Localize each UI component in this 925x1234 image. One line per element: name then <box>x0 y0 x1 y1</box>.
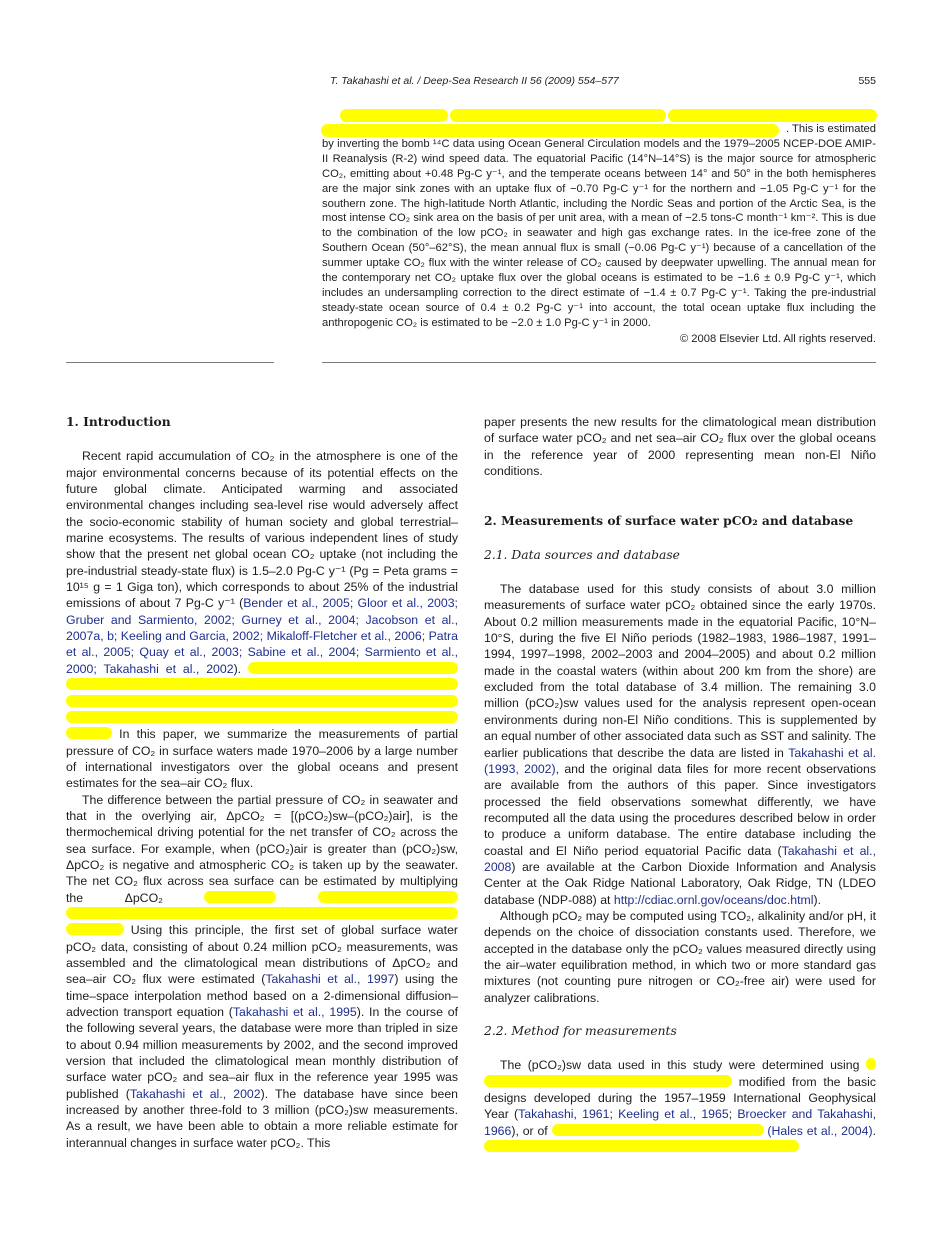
citation-takahashi-2008[interactable]: Takahashi et al., 2008 <box>484 843 876 874</box>
running-title: T. Takahashi et al. / Deep-Sea Research II 56 (2009) 554–577 <box>330 75 619 87</box>
abstract-line1: . This is estimated <box>786 123 876 135</box>
section-2-title: 2. Measurements of surface water pCO₂ and database <box>484 513 854 529</box>
redaction-highlight <box>552 1124 764 1136</box>
subsection-2-2-title: 2.2. Method for measurements <box>484 1024 677 1038</box>
redaction-highlight <box>66 907 458 919</box>
redaction-highlight <box>66 923 124 935</box>
abstract-rule-right <box>322 362 876 363</box>
abstract-rule-left <box>66 362 274 363</box>
citation-takahashi-1995[interactable]: Takahashi et al., 1995 <box>232 1005 357 1020</box>
data-sources-paragraph: The database used for this study consists of about 3.0 million measurements of surface water pCO₂ obtained since the early 1970s. About 0.2 million measurements made in the equatorial Pacific, 10°N–10°S, during the five El Niño periods (1982–1983, 1986–1987, 1991–1994, 1997–1998, 2002–2003 and 2004–2005) and about 0.2 million made in the coastal waters (within about 200 km from the shore) are excluded from the total database of 3.4 million. The remaining 3.0 million (pCO₂)sw values used for the analysis represent open-ocean environments during non-El Niño conditions. This is supplemented by an equal number of other associated data such as SST and salinity. The earlier publications that describe the data are listed in Takahashi et al. (1993, 2002), and the original data files for more recent observations are available from the authors of this paper. Since investigators processed the field observations somewhat differently, we have recomputed all the data using the procedures described below in order to produce a uniform database. The entire database including the coastal and El Niño period equatorial Pacific data (Takahashi et al., 2008) are available at the Carbon Dioxide Information and Analysis Center at the Oak Ridge National Laboratory, Oak Ridge, TN (LDEO database (NDP-088) at http://cdiac.ornl.gov/oceans/doc.html). <box>484 582 876 907</box>
redaction-highlight <box>66 727 112 739</box>
citation-takahashi-1993-2002[interactable]: Takahashi et al. (1993, 2002) <box>484 745 876 776</box>
abstract <box>322 108 876 347</box>
citation-takahashi-1997[interactable]: Takahashi et al., 1997 <box>265 972 395 987</box>
citation-list[interactable]: Bender et al., 2005; Gloor et al., 2003; Gruber and Sarmiento, 2002; Gurney et al., 2004; Jacobson et al., 2007a, b; Keeling and Garcia, 2002; Mikaloff-Fletcher et al., 2006; Patra et al., 2005; Quay et al., 2003; Sabine et al., 2004; Sarmiento et al., 2000; Takahashi et al., 2002 <box>66 596 458 676</box>
citation-keeling-1965[interactable]: Keeling et al., 1965 <box>618 1107 729 1122</box>
cdiac-link[interactable]: http://cdiac.ornl.gov/oceans/doc.html <box>613 892 814 907</box>
redaction-highlight <box>66 711 458 723</box>
intro-paragraph-continued: paper presents the new results for the climatological mean distribution of surface water pCO₂ and net sea–air CO₂ flux over the global oceans in the reference year of 2000 representing mean non-El Niño conditions. <box>484 415 876 479</box>
redaction-highlight <box>318 891 458 903</box>
redaction-highlight <box>204 891 276 903</box>
redaction-highlight <box>866 1058 876 1070</box>
redaction-highlight <box>248 662 458 674</box>
citation-takahashi-1961[interactable]: Takahashi, 1961 <box>518 1107 610 1122</box>
redaction-highlight <box>484 1140 799 1152</box>
redaction-highlight <box>66 695 458 707</box>
running-header <box>330 75 876 89</box>
pco2-computation-paragraph: Although pCO₂ may be computed using TCO₂, alkalinity and/or pH, it depends on the choice of dissociation constants used. Therefore, we accepted in the database only the pCO₂ values measured directly using the air–water equilibration method, in which two or more standard gas mixtures (not counting pure nitrogen or CO₂-free air) were used for analyzer calibrations. <box>484 908 876 1005</box>
page-number: 555 <box>858 75 876 87</box>
left-column <box>66 414 458 1151</box>
citation-broecker-takahashi-1966[interactable]: Broecker and Takahashi, 1966 <box>484 1107 876 1138</box>
copyright: © 2008 Elsevier Ltd. All rights reserved. <box>679 332 876 345</box>
right-column <box>484 414 876 1155</box>
subsection-2-1-title: 2.1. Data sources and database <box>484 547 680 562</box>
intro-paragraph-2: The difference between the partial pressure of CO₂ in seawater and that in the overlying air, ΔpCO₂ = [(pCO₂)sw–(pCO₂)air], is the thermochemical driving potential for the net transfer of CO₂ across the sea surface. For example, when (pCO₂)air is greater than (pCO₂)sw, ΔpCO₂ is negative and atmospheric CO₂ is taken up by the seawater. The net CO₂ flux across sea surface can be estimated by multiplying the ΔpCO₂ Using this principle, the first set of global surface water pCO₂ data, consisting of about 0.24 million pCO₂ measurements, was assembled and the climatological mean distributions of ΔpCO₂ and sea–air CO₂ flux were estimated (Takahashi et al., 1997) using the time–space interpolation method based on a 2-dimensional diffusion–advection transport equation (Takahashi et al., 1995). In the course of the following several years, the database were more than tripled in size to about 0.94 million measurements by 2002, and the second improved version that included the climatological mean monthly distribution of surface water pCO₂ and sea–air flux in the reference year 1995 was published (Takahashi et al., 2002). The database have since been increased by another three-fold to 3 million (pCO₂)sw measurements. As a result, we have been able to obtain a more reliable estimate for interannual changes in surface water pCO₂. This <box>66 792 458 1150</box>
redaction-highlight <box>66 678 458 690</box>
abstract-body: by inverting the bomb ¹⁴C data using Ocean General Circulation models and the 1979–2005 NCEP-DOE AMIP-II Reanalysis (R-2) wind speed data. The equatorial Pacific (14°N–14°S) is the major source for atmospheric CO₂, emitting about +0.48 Pg-C y⁻¹, and the temperate oceans between 14° and 50° in the both hemispheres are the major sink zones with an uptake flux of −0.70 Pg-C y⁻¹ for the northern and −1.05 Pg-C y⁻¹ for the southern zone. The high-latitude North Atlantic, including the Nordic Seas and portion of the Arctic Sea, is the most intense CO₂ sink area on the basis of per unit area, with a mean of −2.5 tons-C month⁻¹ km⁻². This is due to the combination of the low pCO₂ in seawater and high gas exchange rates. In the ice-free zone of the Southern Ocean (50°–62°S), the mean annual flux is small (−0.06 Pg-C y⁻¹) because of a cancellation of the summer uptake CO₂ flux with the winter release of CO₂ caused by deepwater upwelling. The annual mean for the contemporary net CO₂ uptake flux over the global oceans is estimated to be −1.6 ± 0.9 Pg-C y⁻¹, which includes an undersampling correction to the direct estimate of −1.4 ± 0.7 Pg-C y⁻¹. Taking the pre-industrial steady-state ocean source of 0.4 ± 0.2 Pg-C y⁻¹ into account, the total ocean uptake flux including the anthropogenic CO₂ is estimated to be −2.0 ± 1.0 Pg-C y⁻¹ in 2000. <box>322 137 876 329</box>
redaction-highlight <box>484 1075 732 1087</box>
method-paragraph: The (pCO₂)sw data used in this study were determined using modified from the basic designs developed during the 1957–1959 International Geophysical Year (Takahashi, 1961; Keeling et al., 1965; Broecker and Takahashi, 1966), or of (Hales et al., 2004). <box>484 1057 876 1155</box>
citation-hales-2004[interactable]: (Hales et al., 2004) <box>767 1123 873 1138</box>
intro-paragraph-1: Recent rapid accumulation of CO₂ in the atmosphere is one of the major environmental concerns because of its potential effects on the future global climate. Anticipated warming and associated environmental changes including sea-level rise would adversely affect the socio-economic stability of human society and global terrestrial–marine ecosystems. The results of various independent lines of study show that the present net global ocean CO₂ uptake (not including the pre-industrial steady-state flux) is 1.5–2.0 Pg-C y⁻¹ (Pg = Peta grams = 10¹⁵ g = 1 Giga ton), which corresponds to about 25% of the industrial emissions of about 7 Pg-C y⁻¹ (Bender et al., 2005; Gloor et al., 2003; Gruber and Sarmiento, 2002; Gurney et al., 2004; Jacobson et al., 2007a, b; Keeling and Garcia, 2002; Mikaloff-Fletcher et al., 2006; Patra et al., 2005; Quay et al., 2003; Sabine et al., 2004; Sarmiento et al., 2000; Takahashi et al., 2002). In this paper, we summarize the measurements of partial pressure of CO₂ in surface waters made 1970–2006 by a large number of international investigators over the global oceans and present estimates for the sea–air CO₂ flux. <box>66 449 458 791</box>
citation-takahashi-2002[interactable]: Takahashi et al., 2002 <box>129 1086 261 1101</box>
section-1-title: 1. Introduction <box>66 414 171 429</box>
